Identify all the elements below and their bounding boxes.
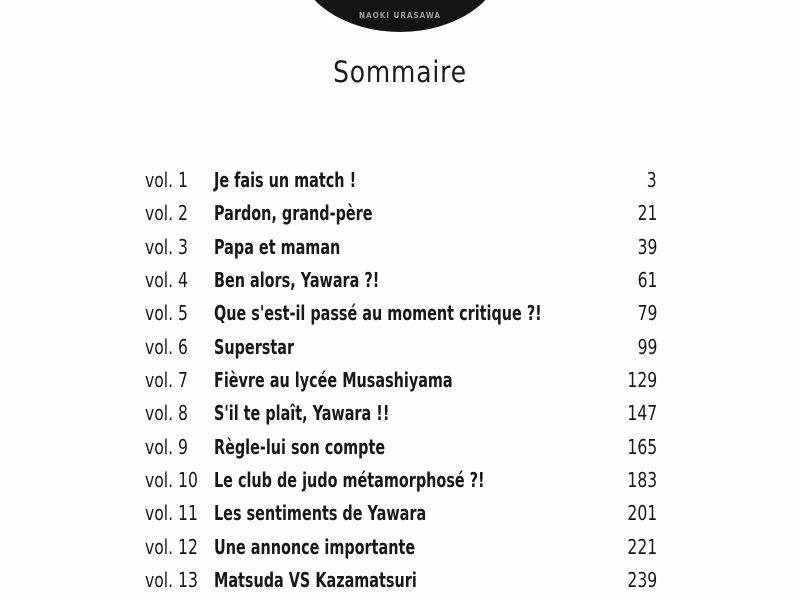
table-of-contents — [145, 166, 657, 599]
toc-volume: vol. 8 — [145, 401, 188, 426]
toc-chapter-title: Papa et maman — [214, 234, 341, 259]
toc-row — [145, 333, 657, 366]
toc-volume: vol. 5 — [145, 301, 188, 326]
toc-volume: vol. 3 — [145, 234, 188, 259]
toc-volume: vol. 10 — [145, 468, 198, 493]
toc-page-number: 79 — [637, 301, 657, 326]
toc-volume: vol. 11 — [145, 501, 198, 526]
toc-row — [145, 233, 657, 266]
toc-chapter-title: S'il te plaît, Yawara !! — [214, 401, 390, 426]
toc-page-number: 201 — [627, 501, 657, 526]
toc-chapter-title: Une annonce importante — [214, 534, 416, 559]
toc-row — [145, 299, 657, 332]
toc-chapter-title: Superstar — [214, 334, 295, 359]
toc-chapter-title: Les sentiments de Yawara — [214, 501, 427, 526]
toc-volume: vol. 6 — [145, 334, 188, 359]
toc-volume: vol. 1 — [145, 168, 188, 192]
toc-row — [145, 399, 657, 432]
toc-chapter-title: Le club de judo métamorphosé ?! — [214, 468, 485, 493]
toc-volume: vol. 9 — [145, 434, 188, 459]
toc-chapter-title: Matsuda VS Kazamatsuri — [214, 568, 417, 593]
toc-page-number: 147 — [627, 401, 657, 426]
logo-author-text: NAOKI URASAWA — [359, 11, 441, 20]
toc-chapter-title: Je fais un match ! — [214, 168, 357, 192]
toc-row — [145, 466, 657, 499]
toc-volume: vol. 13 — [145, 568, 198, 593]
toc-chapter-title: Pardon, grand-père — [214, 201, 373, 226]
toc-page-number: 61 — [637, 268, 657, 293]
toc-page-number: 165 — [627, 434, 657, 459]
toc-volume: vol. 2 — [145, 201, 188, 226]
toc-row — [145, 166, 657, 199]
page-title: Sommaire — [333, 55, 467, 89]
toc-page-number: 39 — [637, 234, 657, 259]
toc-chapter-title: Fièvre au lycée Musashiyama — [214, 368, 453, 393]
toc-chapter-title: Règle-lui son compte — [214, 434, 386, 459]
toc-chapter-title: Ben alors, Yawara ?! — [214, 268, 380, 293]
toc-volume: vol. 7 — [145, 368, 188, 393]
toc-page-number: 183 — [627, 468, 657, 493]
toc-row — [145, 566, 657, 599]
toc-chapter-title: Que s'est-il passé au moment critique ?! — [214, 301, 542, 326]
toc-volume: vol. 4 — [145, 268, 188, 293]
toc-volume: vol. 12 — [145, 534, 198, 559]
toc-page-number: 129 — [627, 368, 657, 393]
toc-page-number: 3 — [647, 168, 657, 192]
toc-row — [145, 199, 657, 232]
toc-page-number: 221 — [627, 534, 657, 559]
toc-page-number: 21 — [637, 201, 657, 226]
toc-row — [145, 499, 657, 532]
toc-page-number: 239 — [627, 568, 657, 593]
toc-row — [145, 366, 657, 399]
toc-page-number: 99 — [637, 334, 657, 359]
toc-row — [145, 533, 657, 566]
series-logo — [298, 0, 502, 32]
toc-row — [145, 433, 657, 466]
toc-row — [145, 266, 657, 299]
